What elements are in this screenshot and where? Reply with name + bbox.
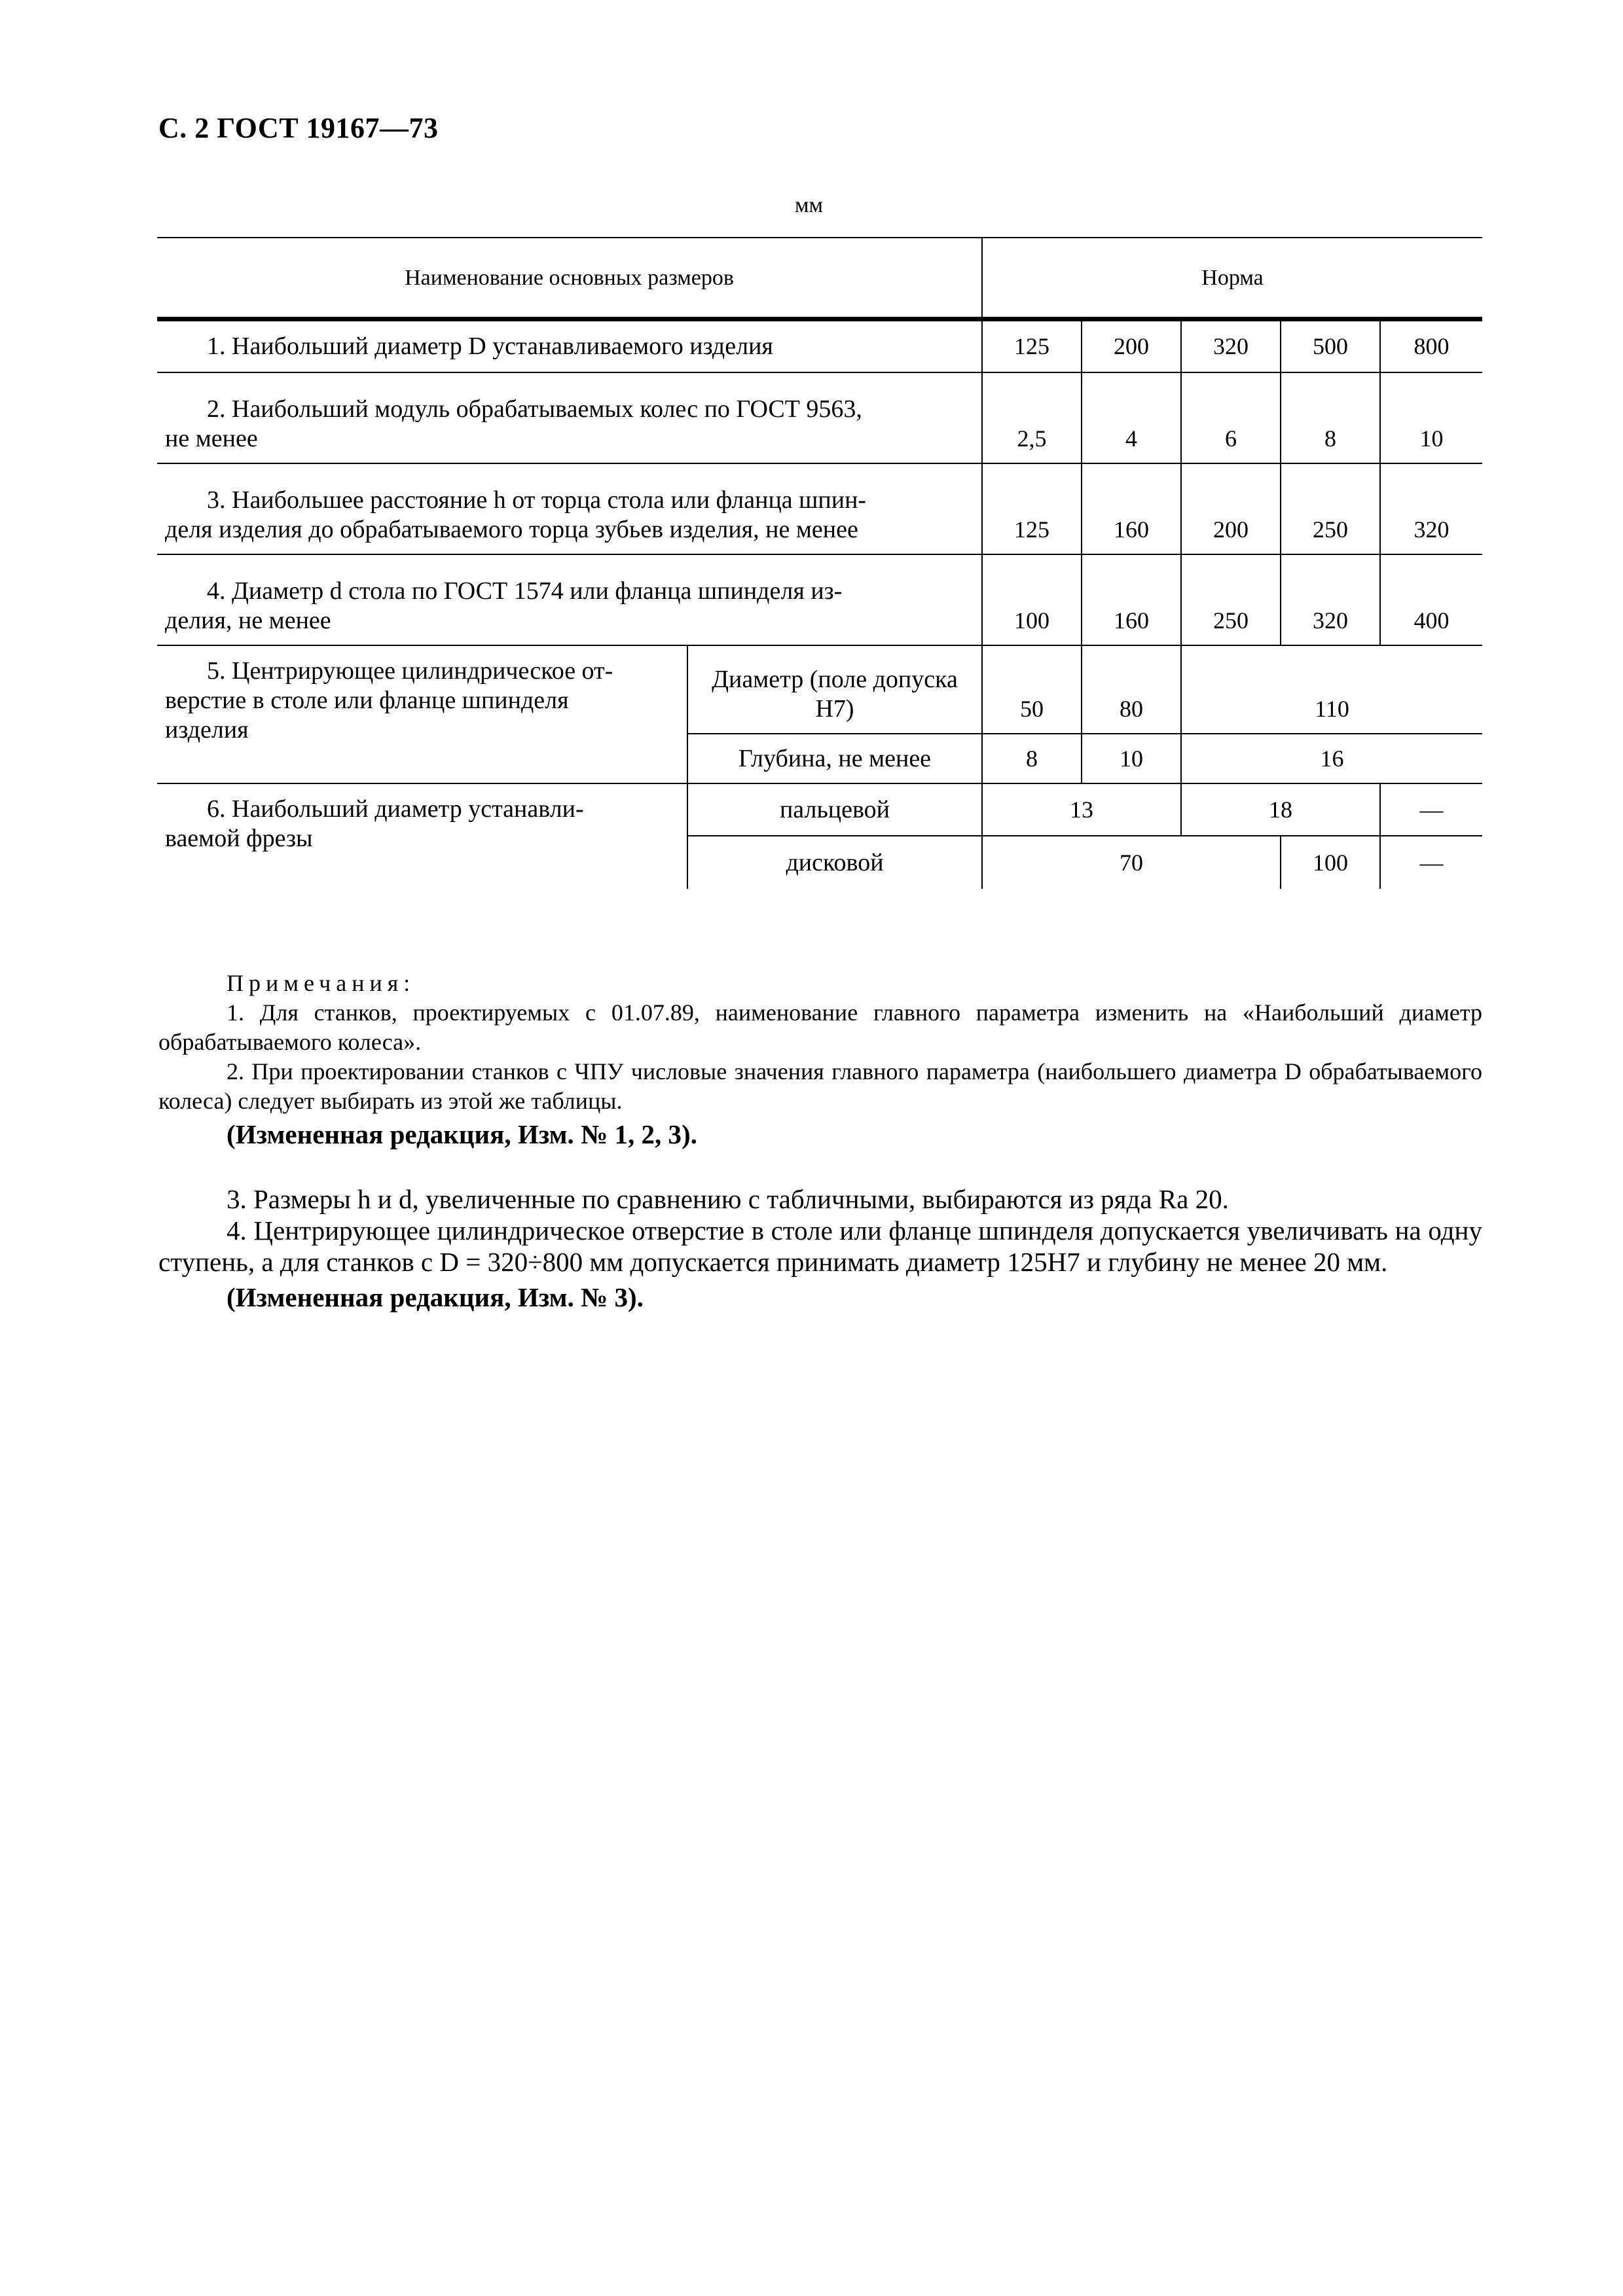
row1-label: 1. Наибольший диаметр D устанавливаемого изделия [157,319,982,373]
row4-value: 320 [1281,554,1380,645]
page-header: С. 2 ГОСТ 19167—73 [158,112,439,144]
row3-value: 320 [1380,463,1482,554]
row1-value: 200 [1082,319,1181,373]
row6-sub-disk: дисковой [687,836,982,889]
paragraph-3: 3. Размеры h и d, увеличенные по сравнению с табличными, выбираются из ряда Ra 20. [227,1184,1229,1214]
row1-value: 320 [1181,319,1281,373]
row6-disk-value: 100 [1281,836,1380,889]
row5-label: 5. Центрирующее цилиндрическое от- верстие в столе или фланце шпинделя изделия [157,645,687,783]
row6-disk-value: — [1380,836,1482,889]
notes-title: Примечания: [227,970,416,996]
row2-value: 10 [1380,372,1482,463]
note-2: 2. При проектировании станков с ЧПУ числовые значения главного параметра (наибольшего диаметра D обрабатываемого колеса) следует выбирать из этой же таблицы. [158,1058,1482,1114]
row5-depth-value: 16 [1181,734,1482,783]
table-row [157,319,1482,373]
row2-value: 8 [1281,372,1380,463]
row3-value: 125 [982,463,1082,554]
row4-value: 160 [1082,554,1181,645]
table-header-row [157,238,1482,319]
body-revision: (Измененная редакция, Изм. № 3). [227,1282,644,1312]
header-name-column: Наименование основных размеров [157,238,982,319]
row5-sub-diameter: Диаметр (поле допуска Н7) [687,645,982,734]
body-text [158,1183,1482,1313]
note-1: 1. Для станков, проектируемых с 01.07.89, наименование главного параметра изменить на «Наибольший диаметр обрабатываемого колеса». [158,999,1482,1055]
header-norm-column: Норма [982,238,1482,319]
row6-sub-finger: пальцевой [687,783,982,836]
table-row [157,372,1482,463]
row5-depth-value: 8 [982,734,1082,783]
row5-sub-depth: Глубина, не менее [687,734,982,783]
row2-value: 4 [1082,372,1181,463]
row6-finger-value: — [1380,783,1482,836]
norms-table [157,237,1482,889]
row1-value: 500 [1281,319,1380,373]
table-row [157,463,1482,554]
notes-revision: (Измененная редакция, Изм. № 1, 2, 3). [227,1119,697,1149]
row5-diameter-value: 50 [982,645,1082,734]
notes-section [158,969,1482,1149]
row4-label: 4. Диаметр d стола по ГОСТ 1574 или фланца шпинделя из- делия, не менее [157,554,982,645]
table-row [157,554,1482,645]
row2-value: 2,5 [982,372,1082,463]
row3-label: 3. Наибольшее расстояние h от торца стола или фланца шпин- деля изделия до обрабатываемого торца зубьев изделия, не менее [157,463,982,554]
row3-value: 250 [1281,463,1380,554]
row1-value: 800 [1380,319,1482,373]
table-row [157,645,1482,734]
row4-value: 400 [1380,554,1482,645]
row5-diameter-value: 110 [1181,645,1482,734]
row5-diameter-value: 80 [1082,645,1181,734]
paragraph-4: 4. Центрирующее цилиндрическое отверстие в столе или фланце шпинделя допускается увеличивать на одну ступень, а для станков с D = 320÷800 мм допускается принимать диаметр 125Н7 и глубину не менее 20 мм. [158,1215,1482,1277]
row1-value: 125 [982,319,1082,373]
row3-value: 160 [1082,463,1181,554]
row2-value: 6 [1181,372,1281,463]
table-row [157,783,1482,836]
row6-finger-value: 13 [982,783,1181,836]
row4-value: 250 [1181,554,1281,645]
row2-label: 2. Наибольший модуль обрабатываемых колес по ГОСТ 9563, не менее [157,372,982,463]
row5-depth-value: 10 [1082,734,1181,783]
row3-value: 200 [1181,463,1281,554]
row6-disk-value: 70 [982,836,1281,889]
row4-value: 100 [982,554,1082,645]
table-unit: мм [795,193,824,217]
row6-finger-value: 18 [1181,783,1380,836]
row6-label: 6. Наибольший диаметр устанавли- ваемой фрезы [157,783,687,889]
